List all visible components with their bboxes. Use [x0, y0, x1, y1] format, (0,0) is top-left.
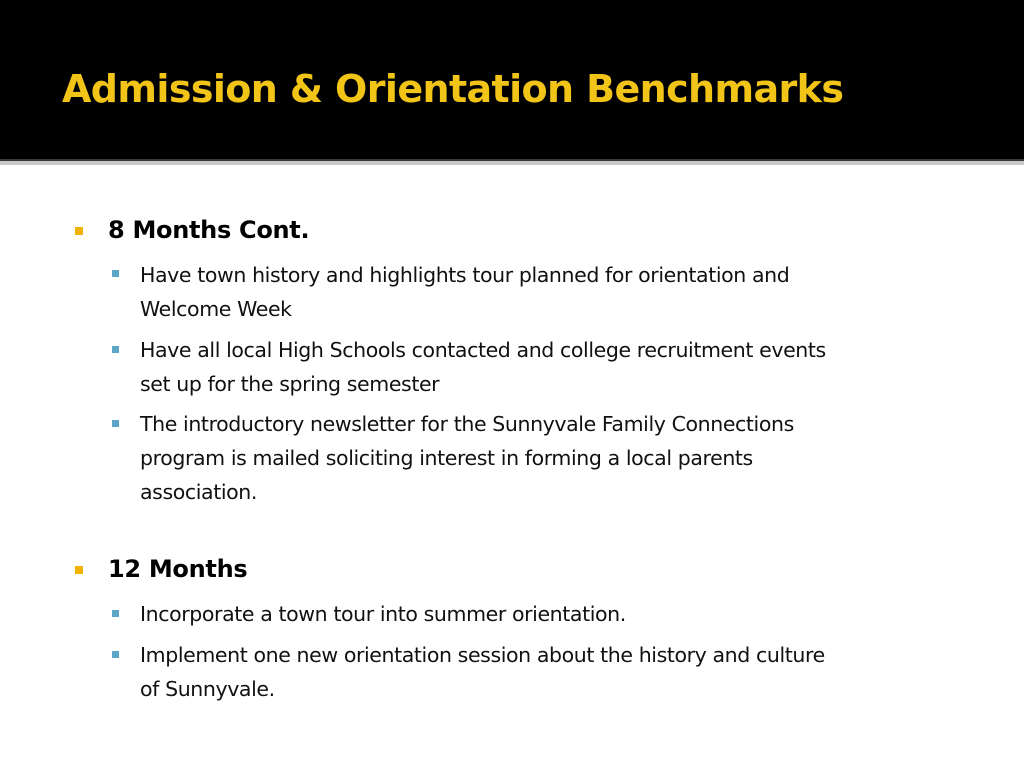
- list-item-line: association.: [140, 480, 257, 504]
- list-item: [140, 258, 970, 326]
- section-heading: 8 Months Cont.: [108, 216, 310, 244]
- bullet-square-icon: [75, 227, 83, 235]
- sub-bullet-square-icon: [112, 610, 119, 617]
- list-item-line: Welcome Week: [140, 297, 292, 321]
- list-item-line: set up for the spring semester: [140, 372, 440, 396]
- sub-bullet-square-icon: [112, 420, 119, 427]
- bullet-square-icon: [75, 566, 83, 574]
- list-item-line: Have town history and highlights tour planned for orientation and: [140, 263, 790, 287]
- list-item-line: program is mailed soliciting interest in forming a local parents: [140, 446, 753, 470]
- sub-bullet-square-icon: [112, 651, 119, 658]
- sub-bullet-square-icon: [112, 346, 119, 353]
- list-item-line: Have all local High Schools contacted and college recruitment events: [140, 338, 826, 362]
- section-heading: 12 Months: [108, 555, 248, 583]
- list-item: [140, 407, 970, 509]
- list-item-line: Implement one new orientation session about the history and culture: [140, 643, 825, 667]
- slide-title: Admission & Orientation Benchmarks: [62, 67, 844, 111]
- list-item: [140, 333, 970, 401]
- list-item-line: The introductory newsletter for the Sunnyvale Family Connections: [140, 412, 794, 436]
- sub-bullet-square-icon: [112, 270, 119, 277]
- list-item: [140, 638, 970, 706]
- list-item-line: of Sunnyvale.: [140, 677, 275, 701]
- list-item-line: Incorporate a town tour into summer orientation.: [140, 602, 626, 626]
- list-item: [140, 597, 970, 631]
